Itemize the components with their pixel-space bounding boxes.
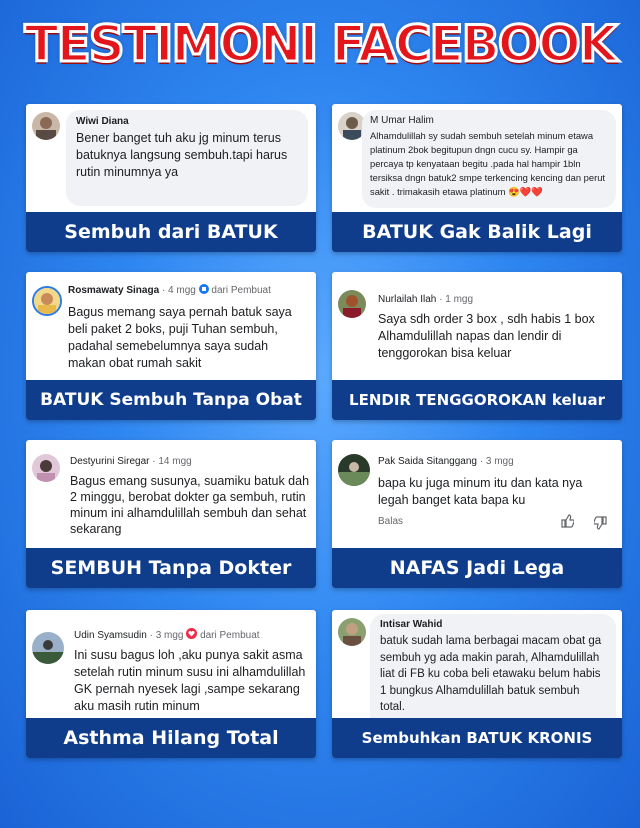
- comment-text: Bagus memang saya pernah batuk saya beli paket 2 boks, puji Tuhan sembuh, padahal semebelumnya saya sudah makan obat rumah sakit: [68, 305, 292, 370]
- testimonial-banner: BATUK Sembuh Tanpa Obat: [26, 380, 316, 420]
- avatar: [338, 454, 370, 486]
- testimonial-card-3: [26, 272, 316, 420]
- testimonial-card-6: [332, 440, 622, 588]
- testimonial-banner: Asthma Hilang Total: [26, 718, 316, 758]
- comment-time: · 3 mgg: [149, 630, 184, 641]
- avatar: [32, 454, 60, 482]
- testimonial-card-8: [332, 610, 622, 758]
- dislike-icon[interactable]: [594, 516, 608, 535]
- commenter-name: Destyurini Siregar: [70, 456, 150, 467]
- commenter-name: Nurlailah Ilah: [378, 294, 437, 305]
- avatar: [32, 632, 64, 664]
- testimonial-banner: Sembuh dari BATUK: [26, 212, 316, 252]
- comment-header: [378, 294, 616, 305]
- creator-badge-icon: [199, 285, 209, 296]
- avatar: [32, 112, 60, 140]
- avatar: [32, 286, 62, 316]
- comment: [378, 294, 616, 362]
- avatar: [338, 290, 366, 318]
- comment-time: · 14 mgg: [152, 456, 192, 467]
- commenter-name: M Umar Halim: [370, 115, 434, 126]
- comment-text: Ini susu bagus loh ,aku punya sakit asma setelah rutin minum susu ini alhamdulillah GK pernah nyesek lagi ,sampe sekarang aku masih rutin minum: [74, 648, 306, 713]
- comment-header: [70, 456, 310, 467]
- comment-text: bapa ku juga minum itu dan kata nya legah banget kata bapa ku: [378, 476, 583, 507]
- comment-bubble: [66, 110, 308, 206]
- creator-badge: dari Pembuat: [211, 285, 271, 296]
- commenter-name: Udin Syamsudin: [74, 630, 147, 641]
- comment-text: Bagus emang susunya, suamiku batuk dah 2 minggu, berobat dokter ga sembuh, rutin minum ini alhamdulillah sembuh dan sehat sekarang: [70, 474, 310, 536]
- testimonial-banner: BATUK Gak Balik Lagi: [332, 212, 622, 252]
- page-title: TESTIMONI FACEBOOK: [24, 15, 616, 73]
- testimonial-card-4: [332, 272, 622, 420]
- commenter-name: Wiwi Diana: [76, 116, 129, 127]
- creator-badge: dari Pembuat: [200, 630, 260, 641]
- comment-time: · 1 mgg: [439, 294, 474, 305]
- testimonial-banner: SEMBUH Tanpa Dokter: [26, 548, 316, 588]
- testimonial-card-2: [332, 104, 622, 252]
- testimonial-card-5: [26, 440, 316, 588]
- reply-link[interactable]: Balas: [378, 516, 404, 527]
- commenter-name: Rosmawaty Sinaga: [68, 285, 160, 296]
- like-icon[interactable]: [560, 514, 574, 533]
- comment: [74, 628, 310, 715]
- comment-text: Saya sdh order 3 box , sdh habis 1 box Alhamdulillah napas dan lendir di tenggorokan bisa keluar: [378, 312, 595, 360]
- testimonial-card-7: [26, 610, 316, 758]
- comment-header: [74, 628, 310, 641]
- comment-text: Bener banget tuh aku jg minum terus batuknya langsung sembuh.tapi harus rutin minumnya ya: [76, 131, 288, 179]
- comment-header: [68, 284, 308, 296]
- comment-text: Alhamdulillah sy sudah sembuh setelah minum etawa platinum 2bok begitupun dngn cucu sy. Hampir ga percaya tp kenyataan begitu .pada hal hampir 1bln tersiksa dngn batuk2 smpe terkencing kencing dan perut sakit . trimakasih etawa platinum 😍❤️❤️: [370, 130, 606, 197]
- comment: [68, 284, 308, 372]
- testimonial-card-1: [26, 104, 316, 252]
- commenter-name: Pak Saida Sitanggang: [378, 456, 477, 467]
- commenter-name: Intisar Wahid: [380, 619, 443, 630]
- comment-header: [378, 456, 616, 467]
- testimonial-banner: LENDIR TENGGOROKAN keluar: [332, 380, 622, 420]
- testimonial-banner: Sembuhkan BATUK KRONIS: [332, 718, 622, 758]
- comment-time: · 3 mgg: [479, 456, 514, 467]
- comment-time: · 4 mgg: [161, 285, 196, 296]
- comment: [378, 456, 616, 509]
- heart-badge-icon: [186, 630, 197, 641]
- avatar: [338, 618, 366, 646]
- comment-text: batuk sudah lama berbagai macam obat ga sembuh yg ada makin parah, Alhamdulillah liat di FB ku coba beli etawaku belum habis 1 bungkus Alhamdulillah batuk sembuh total.: [380, 635, 602, 713]
- testimonial-banner: NAFAS Jadi Lega: [332, 548, 622, 588]
- comment: [70, 456, 310, 537]
- comment-bubble: [362, 110, 616, 208]
